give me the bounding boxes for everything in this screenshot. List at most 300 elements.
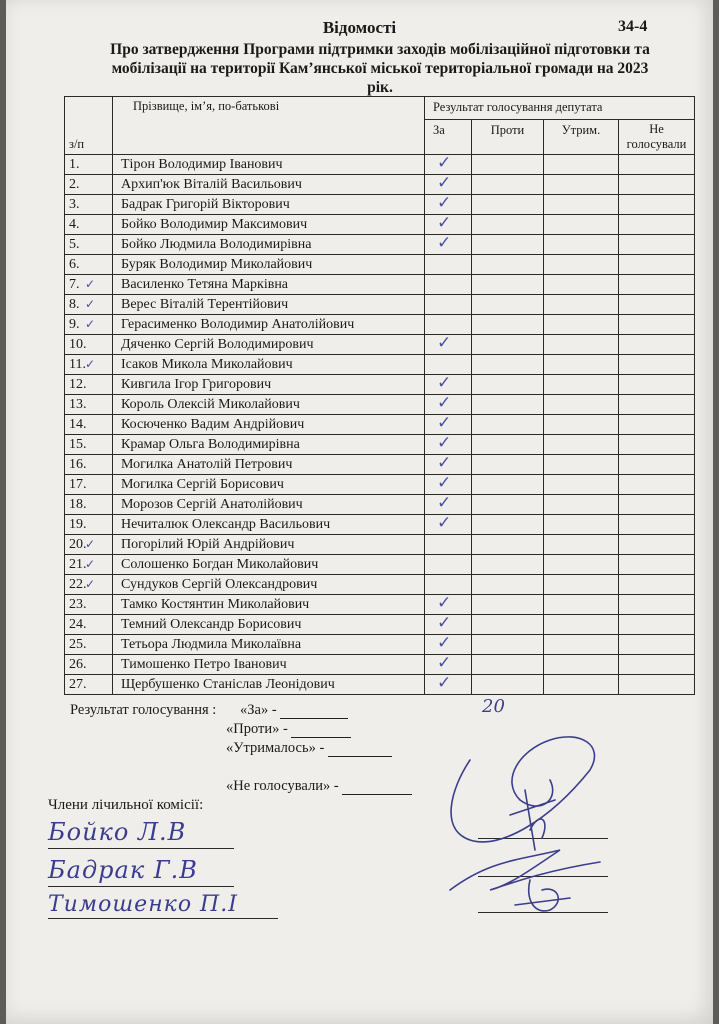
row-deputy-name <box>113 435 425 455</box>
row-number-text: 24. <box>69 616 87 632</box>
row-deputy-name <box>113 315 425 335</box>
row-ne-cell <box>619 615 695 635</box>
table-row <box>65 255 695 275</box>
row-deputy-name <box>113 515 425 535</box>
check-mark-icon: ✓ <box>437 414 452 433</box>
row-ne-cell <box>619 215 695 235</box>
row-za-cell <box>425 255 472 275</box>
result-za-label: «За» - <box>240 702 277 718</box>
result-utrym-row <box>226 740 392 757</box>
row-number <box>65 655 113 675</box>
row-utrym-cell <box>544 315 619 335</box>
row-za-cell <box>425 415 472 435</box>
table-row <box>65 355 695 375</box>
row-deputy-name <box>113 675 425 695</box>
row-deputy-name <box>113 155 425 175</box>
row-number-text: 8. <box>69 296 80 312</box>
row-number-text: 1. <box>69 156 80 172</box>
row-proty-cell <box>472 195 544 215</box>
row-utrym-cell <box>544 455 619 475</box>
table-row <box>65 215 695 235</box>
row-deputy-name-text: Бойко Володимир Максимович <box>121 216 308 232</box>
row-ne-cell <box>619 575 695 595</box>
check-mark-icon: ✓ <box>437 454 452 473</box>
row-ne-cell <box>619 275 695 295</box>
row-deputy-name <box>113 175 425 195</box>
table-row <box>65 335 695 355</box>
row-number <box>65 415 113 435</box>
row-proty-cell <box>472 235 544 255</box>
results-block <box>70 696 505 812</box>
row-deputy-name <box>113 355 425 375</box>
row-deputy-name <box>113 495 425 515</box>
table-row <box>65 175 695 195</box>
table-row <box>65 155 695 175</box>
row-number <box>65 315 113 335</box>
document-number: 34-4 <box>618 18 648 35</box>
row-za-cell <box>425 315 472 335</box>
table-row <box>65 655 695 675</box>
row-proty-cell <box>472 175 544 195</box>
result-utrym-blank <box>328 756 392 757</box>
row-number <box>65 295 113 315</box>
commission-member-signature: Тимошенко П.І <box>48 892 238 917</box>
row-deputy-name-text: Тірон Володимир Іванович <box>121 156 283 172</box>
row-proty-cell <box>472 215 544 235</box>
result-za-value: 20 <box>482 696 505 717</box>
row-ne-cell <box>619 255 695 275</box>
row-number <box>65 515 113 535</box>
row-number-text: 6. <box>69 256 80 272</box>
row-deputy-name <box>113 275 425 295</box>
table-row <box>65 555 695 575</box>
row-deputy-name <box>113 615 425 635</box>
row-deputy-name-text: Крамар Ольга Володимирівна <box>121 436 300 452</box>
table-row <box>65 275 695 295</box>
row-ne-cell <box>619 515 695 535</box>
result-proty-row <box>226 721 351 738</box>
column-header-proty: Проти <box>472 120 544 155</box>
check-mark-icon: ✓ <box>437 334 452 353</box>
table-row <box>65 235 695 255</box>
row-number-text: 22. <box>69 576 87 592</box>
row-utrym-cell <box>544 655 619 675</box>
row-ne-cell <box>619 555 695 575</box>
row-za-cell <box>425 435 472 455</box>
row-number-text: 27. <box>69 676 87 692</box>
row-number <box>65 535 113 555</box>
row-deputy-name-text: Герасименко Володимир Анатолійович <box>121 316 355 332</box>
row-utrym-cell <box>544 355 619 375</box>
row-ne-cell <box>619 475 695 495</box>
table-row <box>65 615 695 635</box>
row-utrym-cell <box>544 395 619 415</box>
column-header-utrym: Утрим. <box>544 120 619 155</box>
row-za-cell <box>425 355 472 375</box>
row-deputy-name <box>113 555 425 575</box>
row-za-cell <box>425 215 472 235</box>
row-deputy-name <box>113 295 425 315</box>
row-za-cell <box>425 335 472 355</box>
row-za-cell <box>425 575 472 595</box>
row-number <box>65 635 113 655</box>
row-proty-cell <box>472 635 544 655</box>
result-ne-row <box>226 778 412 795</box>
row-deputy-name <box>113 195 425 215</box>
row-number-text: 5. <box>69 236 80 252</box>
signature-stroke <box>450 850 600 890</box>
row-number <box>65 215 113 235</box>
results-label: Результат голосування : <box>70 702 217 718</box>
check-mark-icon: ✓ <box>437 214 452 233</box>
row-utrym-cell <box>544 435 619 455</box>
row-number <box>65 335 113 355</box>
check-mark-icon: ✓ <box>437 654 452 673</box>
table-row <box>65 675 695 695</box>
column-header-number: з/п <box>65 97 113 155</box>
row-ne-cell <box>619 595 695 615</box>
row-ne-cell <box>619 655 695 675</box>
row-deputy-name-text: Архип'юк Віталій Васильович <box>121 176 302 192</box>
row-utrym-cell <box>544 635 619 655</box>
row-za-cell <box>425 455 472 475</box>
check-mark-icon: ✓ <box>85 277 96 291</box>
signature-stroke <box>515 880 570 911</box>
row-ne-cell <box>619 315 695 335</box>
row-za-cell <box>425 235 472 255</box>
check-mark-icon: ✓ <box>437 434 452 453</box>
row-ne-cell <box>619 195 695 215</box>
row-proty-cell <box>472 375 544 395</box>
row-utrym-cell <box>544 215 619 235</box>
table-row <box>65 495 695 515</box>
signature-line <box>48 848 234 849</box>
result-proty-label: «Проти» - <box>226 721 288 737</box>
row-proty-cell <box>472 275 544 295</box>
check-mark-icon: ✓ <box>85 537 96 551</box>
table-row <box>65 415 695 435</box>
check-mark-icon: ✓ <box>437 374 452 393</box>
row-proty-cell <box>472 295 544 315</box>
result-ne-label: «Не голосували» - <box>226 778 339 794</box>
row-proty-cell <box>472 495 544 515</box>
row-ne-cell <box>619 535 695 555</box>
result-ne-blank <box>342 794 412 795</box>
voting-table-body <box>65 155 695 695</box>
commission-member-signature: Бадрак Г.В <box>48 856 198 884</box>
row-number-text: 19. <box>69 516 87 532</box>
column-header-ne-golosuvaly: Не голосували <box>619 120 695 155</box>
row-number-text: 2. <box>69 176 80 192</box>
table-row <box>65 375 695 395</box>
row-number-text: 10. <box>69 336 87 352</box>
row-za-cell <box>425 555 472 575</box>
row-utrym-cell <box>544 575 619 595</box>
row-utrym-cell <box>544 475 619 495</box>
row-number-text: 14. <box>69 416 87 432</box>
row-deputy-name-text: Сундуков Сергій Олександрович <box>121 576 318 592</box>
row-deputy-name-text: Тамко Костянтин Миколайович <box>121 596 310 612</box>
row-deputy-name-text: Ісаков Микола Миколайович <box>121 356 293 372</box>
row-number <box>65 475 113 495</box>
row-number-text: 18. <box>69 496 87 512</box>
row-utrym-cell <box>544 275 619 295</box>
check-mark-icon: ✓ <box>437 594 452 613</box>
row-deputy-name <box>113 475 425 495</box>
check-mark-icon: ✓ <box>85 357 96 371</box>
row-number <box>65 615 113 635</box>
row-deputy-name-text: Щербушенко Станіслав Леонідович <box>121 676 335 692</box>
row-deputy-name-text: Бойко Людмила Володимирівна <box>121 236 312 252</box>
row-number <box>65 595 113 615</box>
row-number <box>65 195 113 215</box>
row-za-cell <box>425 175 472 195</box>
row-ne-cell <box>619 675 695 695</box>
row-number-text: 17. <box>69 476 87 492</box>
row-deputy-name <box>113 375 425 395</box>
row-deputy-name-text: Морозов Сергій Анатолійович <box>121 496 303 512</box>
row-proty-cell <box>472 675 544 695</box>
row-number <box>65 495 113 515</box>
row-deputy-name-text: Верес Віталій Терентійович <box>121 296 289 312</box>
row-ne-cell <box>619 635 695 655</box>
table-row <box>65 515 695 535</box>
row-za-cell <box>425 655 472 675</box>
signature-stroke <box>451 737 594 842</box>
row-deputy-name-text: Косюченко Вадим Андрійович <box>121 416 305 432</box>
row-proty-cell <box>472 315 544 335</box>
table-row <box>65 295 695 315</box>
row-utrym-cell <box>544 415 619 435</box>
row-deputy-name <box>113 235 425 255</box>
row-number-text: 13. <box>69 396 87 412</box>
row-za-cell <box>425 295 472 315</box>
row-deputy-name <box>113 395 425 415</box>
document-subtitle <box>60 40 700 97</box>
row-ne-cell <box>619 375 695 395</box>
check-mark-icon: ✓ <box>437 674 452 693</box>
row-utrym-cell <box>544 175 619 195</box>
check-mark-icon: ✓ <box>437 234 452 253</box>
row-utrym-cell <box>544 295 619 315</box>
row-number <box>65 675 113 695</box>
table-row <box>65 455 695 475</box>
row-deputy-name <box>113 535 425 555</box>
table-row <box>65 435 695 455</box>
table-row <box>65 395 695 415</box>
check-mark-icon: ✓ <box>437 154 452 173</box>
row-utrym-cell <box>544 255 619 275</box>
row-number <box>65 355 113 375</box>
row-deputy-name-text: Бадрак Григорій Вікторович <box>121 196 290 212</box>
row-deputy-name-text: Могилка Сергій Борисович <box>121 476 284 492</box>
check-mark-icon: ✓ <box>437 494 452 513</box>
row-za-cell <box>425 495 472 515</box>
row-number <box>65 575 113 595</box>
row-ne-cell <box>619 395 695 415</box>
row-number-text: 15. <box>69 436 87 452</box>
row-deputy-name-text: Тимошенко Петро Іванович <box>121 656 287 672</box>
row-ne-cell <box>619 235 695 255</box>
row-number-text: 21. <box>69 556 87 572</box>
row-proty-cell <box>472 535 544 555</box>
check-mark-icon: ✓ <box>437 634 452 653</box>
row-utrym-cell <box>544 335 619 355</box>
row-utrym-cell <box>544 515 619 535</box>
row-number-text: 7. <box>69 276 80 292</box>
row-number-text: 20. <box>69 536 87 552</box>
row-za-cell <box>425 515 472 535</box>
voting-table <box>64 96 695 695</box>
row-proty-cell <box>472 155 544 175</box>
row-number-text: 23. <box>69 596 87 612</box>
row-proty-cell <box>472 595 544 615</box>
check-mark-icon: ✓ <box>437 194 452 213</box>
row-za-cell <box>425 595 472 615</box>
row-deputy-name-text: Солошенко Богдан Миколайович <box>121 556 319 572</box>
row-number <box>65 375 113 395</box>
table-row <box>65 475 695 495</box>
row-ne-cell <box>619 175 695 195</box>
row-utrym-cell <box>544 615 619 635</box>
row-number-text: 16. <box>69 456 87 472</box>
check-mark-icon: ✓ <box>85 577 96 591</box>
row-number <box>65 235 113 255</box>
row-proty-cell <box>472 615 544 635</box>
row-number <box>65 175 113 195</box>
row-number-text: 26. <box>69 656 87 672</box>
row-za-cell <box>425 375 472 395</box>
row-za-cell <box>425 635 472 655</box>
signature-line <box>48 918 278 919</box>
row-ne-cell <box>619 455 695 475</box>
row-utrym-cell <box>544 495 619 515</box>
row-utrym-cell <box>544 555 619 575</box>
row-proty-cell <box>472 655 544 675</box>
check-mark-icon: ✓ <box>85 317 96 331</box>
commission-label: Члени лічильної комісії: <box>48 797 204 813</box>
row-utrym-cell <box>544 195 619 215</box>
row-deputy-name-text: Темний Олександр Борисович <box>121 616 302 632</box>
row-proty-cell <box>472 515 544 535</box>
row-number-text: 3. <box>69 196 80 212</box>
row-deputy-name <box>113 335 425 355</box>
row-deputy-name <box>113 635 425 655</box>
row-za-cell <box>425 615 472 635</box>
row-number <box>65 155 113 175</box>
check-mark-icon: ✓ <box>437 394 452 413</box>
check-mark-icon: ✓ <box>437 174 452 193</box>
table-row <box>65 195 695 215</box>
row-ne-cell <box>619 415 695 435</box>
row-ne-cell <box>619 495 695 515</box>
column-header-name: Прізвище, ім’я, по-батькові <box>113 97 425 155</box>
row-deputy-name-text: Буряк Володимир Миколайович <box>121 256 313 272</box>
row-deputy-name <box>113 215 425 235</box>
row-proty-cell <box>472 455 544 475</box>
row-deputy-name-text: Могилка Анатолій Петрович <box>121 456 293 472</box>
row-deputy-name <box>113 455 425 475</box>
row-number-text: 25. <box>69 636 87 652</box>
row-za-cell <box>425 275 472 295</box>
row-ne-cell <box>619 435 695 455</box>
row-deputy-name <box>113 255 425 275</box>
row-number <box>65 255 113 275</box>
row-deputy-name-text: Нечиталюк Олександр Васильович <box>121 516 331 532</box>
row-ne-cell <box>619 335 695 355</box>
row-utrym-cell <box>544 535 619 555</box>
table-row <box>65 535 695 555</box>
row-za-cell <box>425 535 472 555</box>
subtitle-line: Про затвердження Програми підтримки заходів мобілізаційної підготовки та <box>110 41 650 58</box>
row-deputy-name <box>113 655 425 675</box>
document-title: Відомості <box>322 18 397 37</box>
row-number <box>65 555 113 575</box>
row-proty-cell <box>472 435 544 455</box>
row-za-cell <box>425 195 472 215</box>
row-proty-cell <box>472 575 544 595</box>
row-deputy-name-text: Король Олексій Миколайович <box>121 396 300 412</box>
signature-stroke <box>510 790 555 850</box>
row-za-cell <box>425 475 472 495</box>
row-deputy-name <box>113 415 425 435</box>
row-proty-cell <box>472 475 544 495</box>
table-row <box>65 315 695 335</box>
row-deputy-name <box>113 575 425 595</box>
column-header-result: Результат голосування депутата <box>425 97 695 120</box>
row-deputy-name-text: Василенко Тетяна Марківна <box>121 276 289 292</box>
row-utrym-cell <box>544 375 619 395</box>
row-proty-cell <box>472 355 544 375</box>
row-proty-cell <box>472 335 544 355</box>
row-za-cell <box>425 395 472 415</box>
result-za-row <box>240 696 505 719</box>
row-proty-cell <box>472 555 544 575</box>
row-deputy-name-text: Дяченко Сергій Володимирович <box>121 336 314 352</box>
row-number <box>65 275 113 295</box>
row-number-text: 9. <box>69 316 80 332</box>
row-ne-cell <box>619 155 695 175</box>
row-proty-cell <box>472 395 544 415</box>
row-number <box>65 395 113 415</box>
check-mark-icon: ✓ <box>85 557 96 571</box>
check-mark-icon: ✓ <box>437 614 452 633</box>
result-za-blank <box>280 718 348 719</box>
result-proty-blank <box>291 737 351 738</box>
subtitle-line: рік. <box>367 79 393 96</box>
check-mark-icon: ✓ <box>437 474 452 493</box>
row-deputy-name-text: Кивгила Ігор Григорович <box>121 376 272 392</box>
result-utrym-label: «Утрималось» - <box>226 740 325 756</box>
row-utrym-cell <box>544 155 619 175</box>
row-za-cell <box>425 675 472 695</box>
row-utrym-cell <box>544 235 619 255</box>
row-number-text: 4. <box>69 216 80 232</box>
table-row <box>65 595 695 615</box>
check-mark-icon: ✓ <box>85 297 96 311</box>
table-row <box>65 575 695 595</box>
check-mark-icon: ✓ <box>437 514 452 533</box>
signature-line <box>48 886 234 887</box>
subtitle-line: мобілізації на території Кам’янської міської територіальної громади на 2023 <box>111 60 649 77</box>
row-utrym-cell <box>544 595 619 615</box>
row-ne-cell <box>619 295 695 315</box>
table-row <box>65 635 695 655</box>
column-header-za: За <box>425 120 472 155</box>
row-za-cell <box>425 155 472 175</box>
commission-member-signature: Бойко Л.В <box>48 818 187 846</box>
handwritten-signatures <box>430 720 640 930</box>
